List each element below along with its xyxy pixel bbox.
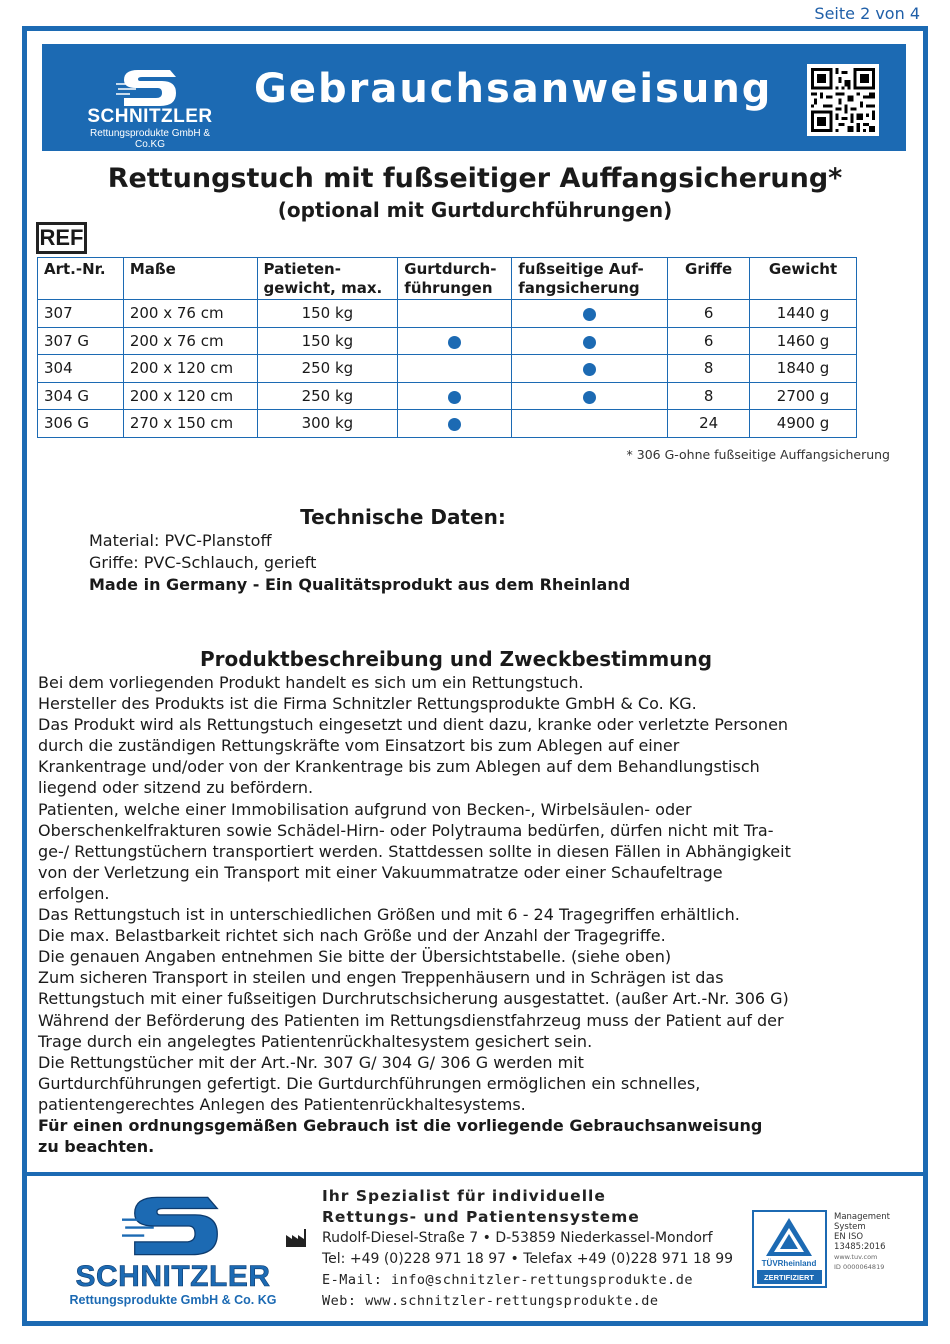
header-fuss: fußseitige Auf- fangsicherung: [512, 258, 668, 300]
description-line: erfolgen.: [38, 883, 110, 903]
tech-heading: Technische Daten:: [300, 505, 506, 529]
description-line: Während der Beförderung des Patienten im Rettungsdienstfahrzeug muss der Patient auf der: [38, 1010, 784, 1030]
tuv-badge: [752, 1210, 827, 1288]
cert-id: ID 0000064819: [834, 1263, 885, 1271]
check-dot-icon: [448, 391, 461, 404]
manufacturer-icon: [285, 1228, 307, 1248]
tech-made-in: Made in Germany - Ein Qualitätsprodukt aus dem Rheinland: [89, 575, 631, 594]
cell-gurt: [398, 327, 512, 355]
tuv-triangle-icon: [754, 1212, 825, 1286]
description-line: liegend oder sitzend zu befördern.: [38, 778, 314, 798]
footer-logo: [44, 1188, 302, 1313]
table-row: [38, 410, 857, 438]
s-logo-icon: [116, 68, 184, 108]
cell-art-nr: 304 G: [38, 382, 124, 410]
cell-masse: 200 x 76 cm: [123, 300, 257, 328]
table-header-row: [38, 258, 857, 300]
qr-code[interactable]: [807, 64, 879, 136]
description-line: Gurtdurchführungen gefertigt. Die Gurtdurchführungen ermöglichen ein schnelles,: [38, 1073, 701, 1093]
cell-fuss: [512, 327, 668, 355]
header-masse: Maße: [123, 258, 257, 300]
cert-url: www.tuv.com: [834, 1253, 878, 1261]
description-line: von der Verletzung ein Transport mit einer Vakuummatratze oder einer Schaufeltrage: [38, 862, 723, 882]
description-line: Das Produkt wird als Rettungstuch eingesetzt und dient dazu, kranke oder verletzte Personen: [38, 715, 789, 735]
cert-line: EN ISO: [834, 1232, 864, 1242]
footer-divider: [27, 1172, 923, 1176]
cell-fuss: [512, 300, 668, 328]
cell-fuss: [512, 355, 668, 383]
check-dot-icon: [583, 363, 596, 376]
header-gewicht: Gewicht: [750, 258, 857, 300]
header-patient-weight: Patieten- gewicht, max.: [257, 258, 398, 300]
cert-line: Management: [834, 1212, 890, 1222]
header-gurt: Gurtdurch- führungen: [398, 258, 512, 300]
cell-max-weight: 150 kg: [257, 327, 398, 355]
cell-max-weight: 300 kg: [257, 410, 398, 438]
description-line: Oberschenkelfrakturen sowie Schädel-Hirn- oder Polytrauma bedürfen, dürfen nicht mit Tra-: [38, 820, 774, 840]
description-bold-line: zu beachten.: [38, 1137, 155, 1157]
cell-max-weight: 250 kg: [257, 355, 398, 383]
description-line: Trage durch ein angelegtes Patientenrückhaltesystem gesichert sein.: [38, 1031, 593, 1051]
logo-subtitle: Rettungsprodukte GmbH & Co.KG: [89, 128, 211, 150]
footer-brand-subtitle: Rettungsprodukte GmbH & Co. KG: [69, 1293, 277, 1307]
description-heading: Produktbeschreibung und Zweckbestimmung: [199, 647, 713, 671]
cell-max-weight: 250 kg: [257, 382, 398, 410]
check-dot-icon: [448, 336, 461, 349]
table-row: [38, 382, 857, 410]
cell-masse: 270 x 150 cm: [123, 410, 257, 438]
check-dot-icon: [583, 308, 596, 321]
description-line: Die genauen Angaben entnehmen Sie bitte der Übersichtstabelle. (siehe oben): [38, 947, 672, 967]
cell-gewicht: 4900 g: [750, 410, 857, 438]
description-line: ge-/ Rettungstüchern transportiert werden. Stattdessen sollte in diesen Fällen in Abhängigkeit: [38, 841, 791, 861]
cell-masse: 200 x 120 cm: [123, 382, 257, 410]
description-body: [38, 672, 918, 1157]
header-banner: [42, 44, 906, 151]
cert-line: 13485:2016: [834, 1242, 886, 1252]
address: Rudolf-Diesel-Straße 7 • D-53859 Niederkassel-Mondorf: [322, 1230, 713, 1246]
cell-gewicht: 1440 g: [750, 300, 857, 328]
document-title: Gebrauchsanweisung: [254, 66, 773, 112]
web-link[interactable]: Web: www.schnitzler-rettungsprodukte.de: [322, 1293, 659, 1309]
description-line: Krankentrage und/oder von der Krankentrage bis zum Ablegen auf dem Behandlungstisch: [38, 757, 760, 777]
check-dot-icon: [583, 391, 596, 404]
cell-griffe: 8: [668, 355, 750, 383]
contact-block: [322, 1186, 733, 1312]
cell-art-nr: 307: [38, 300, 124, 328]
product-subtitle: (optional mit Gurtdurchführungen): [277, 198, 673, 222]
tuv-certificate: [752, 1210, 902, 1290]
description-line: Rettungstuch mit einer fußseitigen Durchrutschsicherung ausgestattet. (außer Art.-Nr. 306 G): [38, 989, 789, 1009]
schnitzler-logo: [80, 68, 220, 150]
description-line: Patienten, welche einer Immobilisation aufgrund von Becken-, Wirbelsäulen- oder: [38, 799, 692, 819]
cell-masse: 200 x 76 cm: [123, 327, 257, 355]
logo-brand: SCHNITZLER: [87, 106, 213, 127]
description-line: Zum sicheren Transport in steilen und engen Treppenhäusern und in Schrägen ist das: [38, 968, 724, 988]
cell-gewicht: 1460 g: [750, 327, 857, 355]
table-row: [38, 327, 857, 355]
description-bold-line: Für einen ordnungsgemäßen Gebrauch ist die vorliegende Gebrauchsanweisung: [38, 1115, 763, 1135]
tagline-line: Ihr Spezialist für individuelle: [322, 1187, 606, 1205]
tuv-text: [834, 1212, 890, 1272]
cell-griffe: 8: [668, 382, 750, 410]
check-dot-icon: [583, 336, 596, 349]
cert-line: System: [834, 1222, 866, 1232]
tagline-line: Rettungs- und Patientensysteme: [322, 1208, 640, 1226]
footer-brand: SCHNITZLER: [75, 1260, 271, 1293]
qr-code-icon: [811, 68, 875, 132]
check-dot-icon: [448, 418, 461, 431]
description-line: Hersteller des Produkts ist die Firma Schnitzler Rettungsprodukte GmbH & Co. KG.: [38, 694, 697, 714]
tech-data: [89, 530, 630, 596]
tuv-badge-label: ZERTIFIZIERT: [764, 1273, 814, 1282]
description-line: durch die zuständigen Rettungskräfte vom Einsatzort bis zum Ablegen auf einer: [38, 736, 680, 756]
cell-masse: 200 x 120 cm: [123, 355, 257, 383]
description-line: Die Rettungstücher mit der Art.-Nr. 307 G/ 304 G/ 306 G werden mit: [38, 1052, 584, 1072]
cell-gewicht: 2700 g: [750, 382, 857, 410]
table-row: [38, 300, 857, 328]
cell-fuss: [512, 410, 668, 438]
s-logo-icon: [122, 1190, 230, 1262]
description-line: Bei dem vorliegenden Produkt handelt es sich um ein Rettungstuch.: [38, 673, 584, 692]
description-line: patientengerechtes Anlegen des Patientenrückhaltesystems.: [38, 1094, 526, 1114]
cell-gurt: [398, 382, 512, 410]
phone: Tel: +49 (0)228 971 18 97 • Telefax +49 (0)228 971 18 99: [322, 1251, 734, 1267]
cell-gurt: [398, 355, 512, 383]
cell-art-nr: 307 G: [38, 327, 124, 355]
tech-material: Material: PVC-Planstoff: [89, 531, 272, 550]
table-row: [38, 355, 857, 383]
header-griffe: Griffe: [668, 258, 750, 300]
cell-gurt: [398, 410, 512, 438]
cell-griffe: 6: [668, 327, 750, 355]
table-footnote: * 306 G-ohne fußseitige Auffangsicherung: [626, 447, 890, 462]
cell-griffe: 6: [668, 300, 750, 328]
description-line: Die max. Belastbarkeit richtet sich nach Größe und der Anzahl der Tragegriffe.: [38, 926, 666, 946]
cell-griffe: 24: [668, 410, 750, 438]
product-table: [37, 257, 857, 438]
tuv-badge-name: TÜVRheinland: [761, 1259, 817, 1268]
cell-art-nr: 304: [38, 355, 124, 383]
cell-gurt: [398, 300, 512, 328]
tech-griffe: Griffe: PVC-Schlauch, gerieft: [89, 553, 317, 572]
cell-gewicht: 1840 g: [750, 355, 857, 383]
email-link[interactable]: E-Mail: info@schnitzler-rettungsprodukte.de: [322, 1272, 693, 1288]
product-title: Rettungstuch mit fußseitiger Auffangsicherung*: [107, 163, 843, 194]
cell-max-weight: 150 kg: [257, 300, 398, 328]
cell-fuss: [512, 382, 668, 410]
page-number: Seite 2 von 4: [814, 4, 920, 23]
header-art-nr: Art.-Nr.: [38, 258, 124, 300]
ref-symbol: REF: [36, 222, 87, 254]
description-line: Das Rettungstuch ist in unterschiedlichen Größen und mit 6 - 24 Tragegriffen erhältlich.: [38, 905, 740, 925]
cell-art-nr: 306 G: [38, 410, 124, 438]
